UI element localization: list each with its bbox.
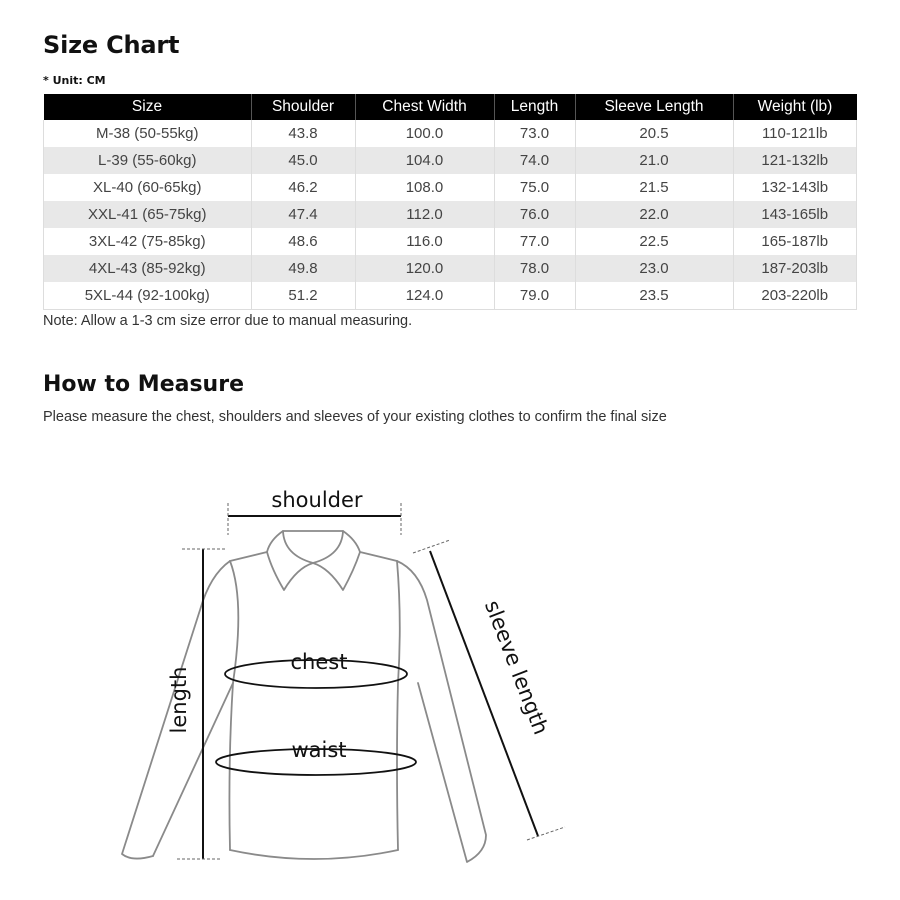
table-row	[44, 255, 857, 282]
cell-sleeve-length: 23.5	[575, 282, 733, 310]
cell-chest-width: 112.0	[355, 201, 494, 228]
cell-length: 76.0	[494, 201, 575, 228]
table-row	[44, 174, 857, 201]
shirt-measure-diagram	[0, 460, 900, 900]
cell-sleeve-length: 23.0	[575, 255, 733, 282]
col-header-shoulder: Shoulder	[251, 94, 355, 120]
how-to-measure-instruction: Please measure the chest, shoulders and sleeves of your existing clothes to confirm the final size	[43, 409, 667, 425]
size-chart-title: Size Chart	[43, 31, 180, 59]
cell-shoulder: 48.6	[251, 228, 355, 255]
cell-sleeve-length: 22.0	[575, 201, 733, 228]
cell-length: 78.0	[494, 255, 575, 282]
cell-weight: 132-143lb	[733, 174, 857, 201]
cell-sleeve-length: 22.5	[575, 228, 733, 255]
col-header-chest-width: Chest Width	[355, 94, 494, 120]
cell-chest-width: 108.0	[355, 174, 494, 201]
cell-shoulder: 45.0	[251, 147, 355, 174]
table-row	[44, 228, 857, 255]
sleeve-length-measure-line	[413, 540, 565, 840]
col-header-size: Size	[44, 94, 252, 120]
col-header-sleeve-length: Sleeve Length	[575, 94, 733, 120]
cell-shoulder: 43.8	[251, 120, 355, 147]
cell-weight: 121-132lb	[733, 147, 857, 174]
cell-size: 3XL-42 (75-85kg)	[44, 228, 252, 255]
sleeve-length-label: sleeve length	[479, 597, 554, 738]
table-row	[44, 282, 857, 310]
cell-length: 77.0	[494, 228, 575, 255]
cell-sleeve-length: 20.5	[575, 120, 733, 147]
waist-label: waist	[291, 738, 347, 762]
col-header-weight: Weight (lb)	[733, 94, 857, 120]
cell-weight: 110-121lb	[733, 120, 857, 147]
cell-length: 74.0	[494, 147, 575, 174]
cell-weight: 165-187lb	[733, 228, 857, 255]
cell-sleeve-length: 21.5	[575, 174, 733, 201]
cell-size: 4XL-43 (85-92kg)	[44, 255, 252, 282]
cell-length: 79.0	[494, 282, 575, 310]
cell-chest-width: 104.0	[355, 147, 494, 174]
cell-length: 73.0	[494, 120, 575, 147]
shoulder-label: shoulder	[271, 488, 363, 512]
chest-label: chest	[290, 650, 348, 674]
how-to-measure-title: How to Measure	[43, 372, 244, 397]
measurement-note: Note: Allow a 1-3 cm size error due to manual measuring.	[43, 313, 413, 329]
cell-size: XL-40 (60-65kg)	[44, 174, 252, 201]
cell-shoulder: 49.8	[251, 255, 355, 282]
cell-chest-width: 100.0	[355, 120, 494, 147]
cell-sleeve-length: 21.0	[575, 147, 733, 174]
cell-size: M-38 (50-55kg)	[44, 120, 252, 147]
cell-chest-width: 116.0	[355, 228, 494, 255]
table-header-row	[44, 94, 857, 120]
cell-chest-width: 120.0	[355, 255, 494, 282]
cell-chest-width: 124.0	[355, 282, 494, 310]
cell-size: L-39 (55-60kg)	[44, 147, 252, 174]
cell-shoulder: 46.2	[251, 174, 355, 201]
cell-size: XXL-41 (65-75kg)	[44, 201, 252, 228]
size-table	[43, 94, 857, 310]
cell-weight: 187-203lb	[733, 255, 857, 282]
cell-size: 5XL-44 (92-100kg)	[44, 282, 252, 310]
cell-shoulder: 51.2	[251, 282, 355, 310]
table-row	[44, 147, 857, 174]
cell-weight: 203-220lb	[733, 282, 857, 310]
col-header-length: Length	[494, 94, 575, 120]
cell-shoulder: 47.4	[251, 201, 355, 228]
table-row	[44, 120, 857, 147]
cell-length: 75.0	[494, 174, 575, 201]
length-label: length	[167, 666, 191, 734]
table-row	[44, 201, 857, 228]
unit-label: * Unit: CM	[43, 74, 106, 87]
cell-weight: 143-165lb	[733, 201, 857, 228]
